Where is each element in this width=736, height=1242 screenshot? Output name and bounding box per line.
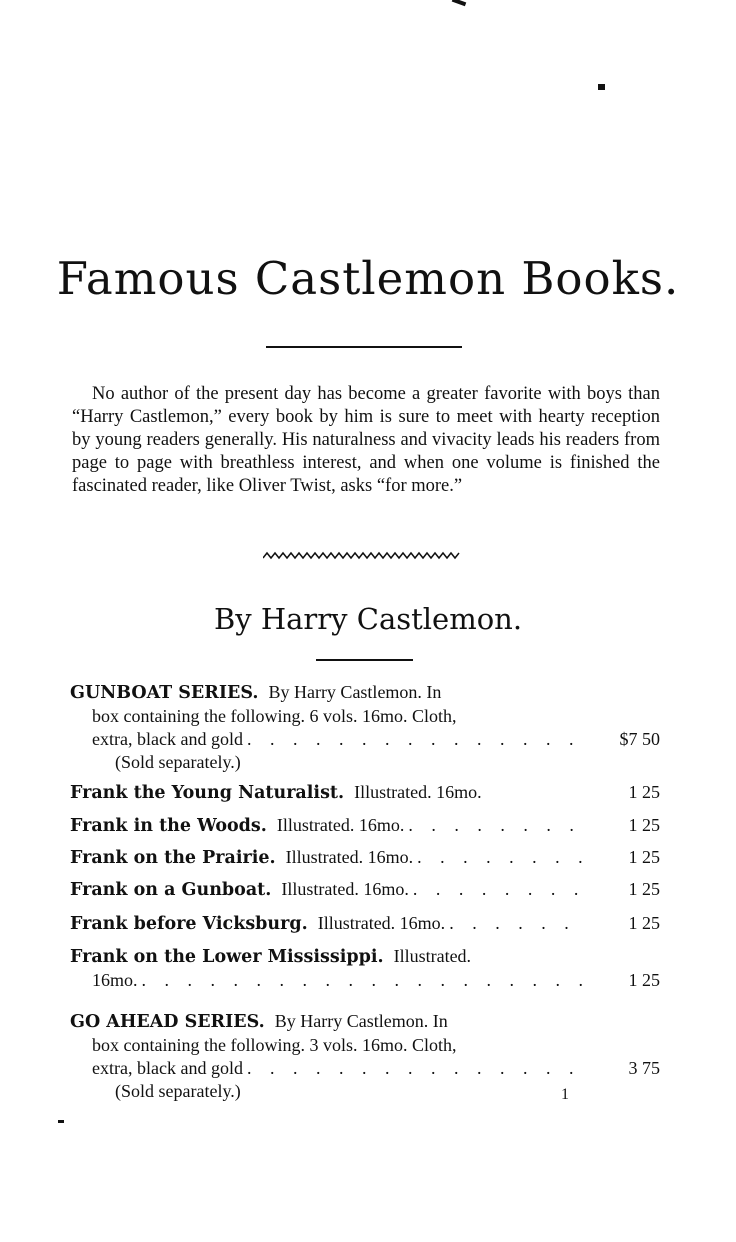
book-entry <box>70 814 660 838</box>
entry-desc: extra, black and gold <box>92 729 243 749</box>
dot-leader <box>413 878 586 901</box>
dot-leader <box>142 969 586 992</box>
entry-price: 1 25 <box>628 970 660 990</box>
entry-desc: 16mo. <box>92 970 138 990</box>
dot-leader <box>408 814 586 837</box>
entry-title: GO AHEAD SERIES. <box>70 1012 265 1032</box>
entry-price: 1 25 <box>628 815 660 835</box>
dot-leader <box>247 728 586 751</box>
entry-price: 3 75 <box>628 1058 660 1078</box>
entry-title: Frank in the Woods. <box>70 816 267 836</box>
scan-speck <box>58 1120 64 1123</box>
entry-price: $7 50 <box>619 729 660 749</box>
entry-desc: By Harry Castlemon. In <box>268 682 442 702</box>
entry-desc: box containing the following. 3 vols. 16mo. Cloth, <box>92 1035 457 1055</box>
entry-title: Frank on the Lower Mississippi. <box>70 947 384 967</box>
intro-paragraph: No author of the present day has become a greater favorite with boys than “Harry Castlemon,” every book by him is sure to meet with hearty reception by young readers generally. His naturalness and vivacity leads his readers from page to page with breathless interest, and when one volume is finished the fascinated reader, like Oliver Twist, asks “for more.” <box>72 384 660 496</box>
scan-speck <box>598 84 605 90</box>
entry-note: (Sold separately.) <box>115 752 241 772</box>
entry-desc: Illustrated. 16mo. <box>281 879 409 899</box>
subtitle-divider <box>316 659 413 661</box>
book-entry <box>70 912 660 936</box>
entry-desc: By Harry Castlemon. In <box>274 1011 448 1031</box>
entry-title: Frank before Vicksburg. <box>70 914 308 934</box>
scan-speck <box>452 0 467 6</box>
entry-title: Frank on a Gunboat. <box>70 880 272 900</box>
entry-title: Frank the Young Naturalist. <box>70 783 345 803</box>
dot-leader <box>247 1057 586 1080</box>
entry-title: Frank on the Prairie. <box>70 848 276 868</box>
wavy-divider <box>263 550 461 562</box>
page-number: 1 <box>561 1086 569 1103</box>
section-subtitle: By Harry Castlemon. <box>213 602 523 636</box>
entry-price: 1 25 <box>628 782 660 802</box>
entry-desc: box containing the following. 6 vols. 16mo. Cloth, <box>92 706 457 726</box>
dot-leader <box>417 846 586 869</box>
book-entry <box>70 945 660 992</box>
series-entry-gunboat <box>70 681 660 774</box>
entry-note: (Sold separately.) <box>115 1081 241 1101</box>
entry-desc: Illustrated. 16mo. <box>354 782 482 802</box>
title-divider <box>266 346 462 348</box>
entry-price: 1 25 <box>628 847 660 867</box>
series-entry-go-ahead <box>70 1010 660 1103</box>
entry-title: GUNBOAT SERIES. <box>70 683 259 703</box>
entry-desc: Illustrated. 16mo. <box>317 913 446 933</box>
entry-desc: Illustrated. 16mo. <box>285 847 414 867</box>
entry-price: 1 25 <box>628 913 660 933</box>
page-title: Famous Castlemon Books. <box>56 252 680 305</box>
entry-price: 1 25 <box>628 879 660 899</box>
entry-desc: Illustrated. <box>393 946 472 966</box>
entry-desc: extra, black and gold <box>92 1058 243 1078</box>
entry-desc: Illustrated. 16mo. <box>276 815 405 835</box>
book-entry <box>70 781 660 805</box>
dot-leader <box>449 912 586 935</box>
book-entry <box>70 878 660 902</box>
book-entry <box>70 846 660 870</box>
